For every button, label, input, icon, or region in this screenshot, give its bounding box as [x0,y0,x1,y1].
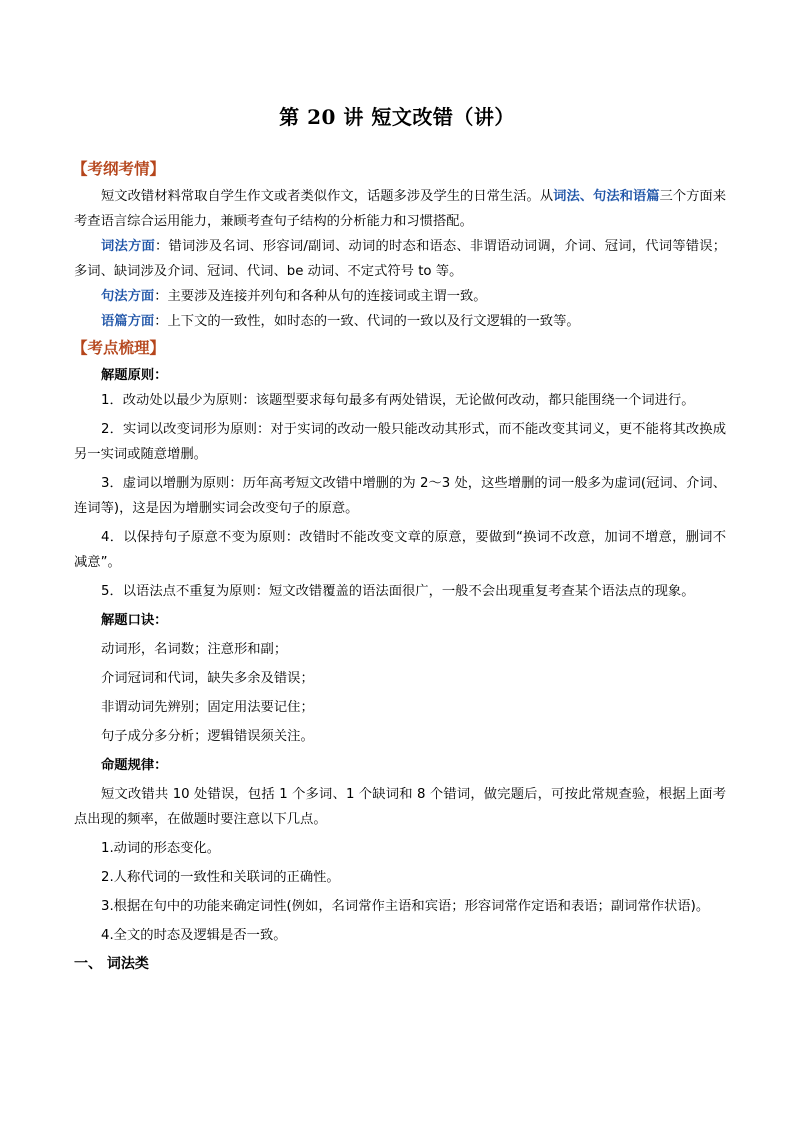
rhyme-line: 非谓动词先辨别；固定用法要记住； [101,700,314,715]
discourse-text: ：上下文的一致性，如时态的一致、代词的一致以及行文逻辑的一致等。 [154,314,580,329]
syntax-label: 句法方面 [101,289,155,304]
section-heading-key-points: 【考点梳理】 [72,339,166,357]
intro-text: 短文改错材料常取自学生作文或者类似作文，话题多涉及学生的日常生活。从 [101,189,554,204]
rhyme-line: 介词冠词和代词，缺失多余及错误； [101,671,314,686]
intro-paragraph [74,184,726,234]
lexical-label: 词法方面 [101,239,155,254]
principle-item: 3．虚词以增删为原则：历年高考短文改错中增删的为 2～3 处，这些增删的词一般多为虚词(冠词、介词、连词等)，这是因为增删实词会改变句子的原意。 [74,476,726,516]
intro-text-end: 三个方面来考查语言综合运用能力，兼顾考查句子结构的分析能力和习惯搭配。 [74,189,727,229]
rules-title: 命题规律： [101,758,168,773]
rule-item: 1.动词的形态变化。 [101,841,221,856]
intro-highlight: 词法、句法和语篇 [553,189,660,204]
rhyme-title: 解题口诀： [101,613,168,628]
syntax-text: ：主要涉及连接并列句和各种从句的连接词或主谓一致。 [154,289,487,304]
rules-intro: 短文改错共 10 处错误，包括 1 个多词、1 个缺词和 8 个错词，做完题后，可按此常规查验，根据上面考点出现的频率，在做题时要注意以下几点。 [74,787,726,827]
principles-title: 解题原则： [101,368,168,383]
principle-item: 5．以语法点不重复为原则：短文改错覆盖的语法面很广，一般不会出现重复考查某个语法点的现象。 [101,584,695,599]
discourse-paragraph [74,309,726,334]
principle-item: 2．实词以改变词形为原则：对于实词的改动一般只能改动其形式，而不能改变其词义，更不能将其改换成另一实词或随意增删。 [74,422,726,462]
discourse-label: 语篇方面 [101,314,155,329]
principle-item: 4．以保持句子原意不变为原则：改错时不能改变文章的原意，要做到“换词不改意，加词不增意，删词不减意”。 [74,530,726,570]
rule-item: 2.人称代词的一致性和关联词的正确性。 [101,870,340,885]
syntax-paragraph [74,284,726,309]
section-heading-exam-outline: 【考纲考情】 [72,160,166,178]
lexical-paragraph [74,234,726,284]
principle-item: 1．改动处以最少为原则：该题型要求每句最多有两处错误，无论做何改动，都只能围绕一个词进行。 [101,393,695,408]
rule-item: 4.全文的时态及逻辑是否一致。 [101,928,287,943]
document-body [74,155,726,977]
section-heading-lexical: 一、 词法类 [74,956,149,972]
lexical-text: ：错词涉及名词、形容词/副词、动词的时态和语态、非谓语动词调，介词、冠词，代词等错误；多词、缺词涉及介词、冠词、代词、be 动词、不定式符号 to 等。 [74,239,727,279]
rhyme-line: 句子成分多分析；逻辑错误须关注。 [101,729,314,744]
rhyme-line: 动词形，名词数；注意形和副； [101,642,288,657]
rule-item: 3.根据在句中的功能来确定词性(例如，名词常作主语和宾语；形容词常作定语和表语；副词常作状语)。 [101,899,710,914]
page-title: 第 20 讲 短文改错（讲） [279,105,515,129]
